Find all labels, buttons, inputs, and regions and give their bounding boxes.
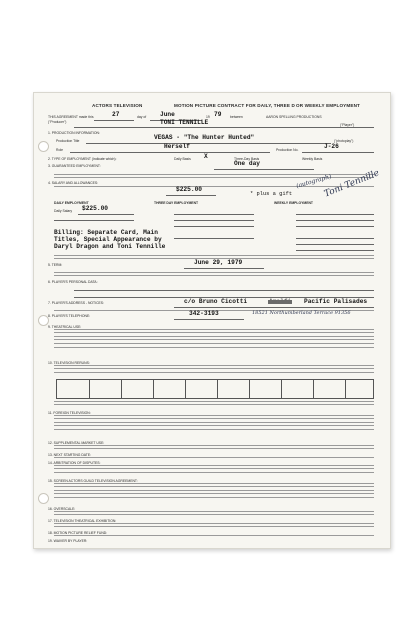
role-label: Role [56,148,63,152]
plus-gift: * plus a gift [250,191,293,197]
production-number-label: Production No. [276,148,299,152]
autograph-note: (autograph) [295,173,333,190]
relief-fund-label: 18. MOTION PICTURE RELIEF FUND: [48,531,108,535]
foreign-tv-label: 11. FOREIGN TELEVISION: [48,411,91,415]
address-label: 7. PLAYER'S ADDRESS - NOTICES: [48,301,104,305]
production-title: VEGAS - "The Hunter Hunted" [154,134,255,141]
player-name: TONI TENNILLE [160,119,209,126]
agreement-year: 79 [214,111,222,118]
tv-reruns-label: 10. TELEVISION RERUNS: [48,361,90,365]
billing-line-1: Billing: Separate Card, Main [54,229,158,236]
overscale-label: 16. OVERSCALE: [48,507,76,511]
agreement-day: 27 [112,111,120,118]
next-starting-label: 13. NEXT STARTING DATE: [48,453,92,457]
production-number: J-26 [324,143,339,150]
rerun-grid [56,379,374,399]
table-three-header: THREE DAY EMPLOYMENT [154,201,199,205]
term-label: 5. TERM: [48,263,63,267]
role-value: Herself [164,143,190,150]
address-redacted: Amalfi [269,298,292,305]
producer-company: AARON SPELLING PRODUCTIONS [266,115,322,119]
contract-page [33,92,391,549]
arbitration-label: 14. ARBITRATION OF DISPUTES: [48,461,101,465]
address-value: c/o Bruno Cicotti [184,298,248,305]
billing-line-3: Daryl Dragon and Toni Tennille [54,243,166,250]
guaranteed-value: One day [234,160,260,167]
term-start-date: June 29, 1979 [194,259,243,266]
address-city: Pacific Palisades [304,298,368,305]
production-title-label: Production Title [56,139,80,143]
production-section-title: 1. PRODUCTION INFORMATION: [48,131,100,135]
producer-note: ("Producer") [48,120,67,124]
billing-line-2: Titles, Special Appearance by [54,236,162,243]
table-daily-header: DAILY EMPLOYMENT [54,201,89,205]
agreement-month: June [160,111,175,118]
punch-hole [38,493,49,504]
contract-title-left: ACTORS TELEVISION [92,103,143,108]
waiver-label: 19. WAIVER BY PLAYER: [48,539,88,543]
agreement-day-of: day of [137,115,147,119]
contract-title-end: OR WEEKLY EMPLOYMENT [296,103,361,108]
supplemental-label: 12. SUPPLEMENTAL MARKET USE: [48,441,105,445]
handwritten-address: 18521 Northumberland Terrace 91356 [252,310,351,316]
employment-type-label: 2. TYPE OF EMPLOYMENT (Indicate which): [48,157,117,161]
photoplay-note: ("photoplay") [334,139,354,143]
telephone-value: 342-3193 [189,310,219,317]
contract-title-right: MOTION PICTURE CONTRACT FOR DAILY, THREE D [174,103,295,108]
salary-value: $225.00 [176,186,202,193]
daily-basis-mark: X [204,153,208,160]
autograph-signature: Toni Tennille [322,168,381,200]
weekly-basis-label: Weekly Basis [302,157,323,161]
theatrical-exhibition-label: 17. TELEVISION THEATRICAL EXHIBITION: [48,519,117,523]
daily-salary-value: $225.00 [82,205,108,212]
player-note: ("Player") [340,123,355,127]
agreement-year-prefix: 19 [206,115,210,119]
agreement-prefix: THIS AGREEMENT made this [48,115,94,119]
three-day-basis-label: Three-Day Basis [234,157,260,161]
theatrical-use-label: 9. THEATRICAL USE: [48,325,82,329]
daily-basis-label: Daily Basis [174,157,191,161]
punch-hole [38,141,49,152]
daily-salary-label: Daily Salary [54,209,73,213]
guaranteed-label: 3. GUARANTEED EMPLOYMENT: [48,164,101,168]
sag-label: 15. SCREEN ACTORS GUILD TELEVISION AGREEMENT: [48,479,138,483]
salary-label: 4. SALARY AND ALLOWANCES: [48,181,99,185]
agreement-between: between [230,115,243,119]
table-weekly-header: WEEKLY EMPLOYMENT [274,201,313,205]
personal-data-label: 6. PLAYER'S PERSONAL DATA: [48,280,98,284]
telephone-label: 8. PLAYER'S TELEPHONE: [48,314,91,318]
